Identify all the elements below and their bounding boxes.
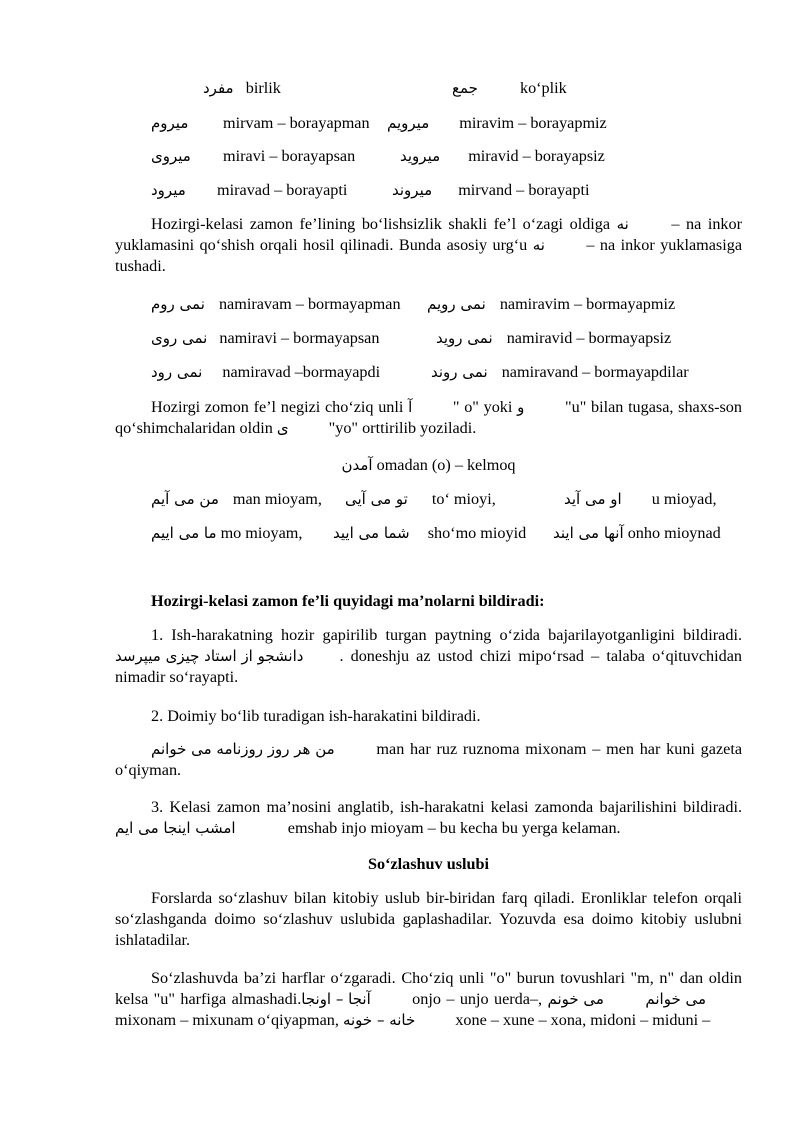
translit: namiravim – bormayapmiz [499, 295, 676, 313]
paragraph-negation [115, 214, 742, 277]
text: So‘zlashuvda ba’zi harflar o‘zgaradi. Cho‘ziq unli "o" burun tovushlari "m, n" dan oldin kelsa "u" harfiga almashadi. [115, 969, 742, 1008]
fa-form: میروی [151, 147, 191, 165]
translit: namiravid – bormayapsiz [506, 329, 672, 347]
present-row-3-plural [392, 180, 589, 201]
fa-form: نمی روم [151, 295, 205, 313]
omadan-row-2c [553, 523, 721, 544]
translit: to‘ mioyi, [431, 490, 496, 508]
fa-sentence: دانشجو از استاد چیزی میپرسد [115, 647, 304, 665]
paragraph-long-vowel [115, 397, 742, 439]
translit: onho mioynad [627, 524, 721, 542]
text: . doneshju az ustod chizi mipo‘rsad – talaba o‘qituvchidan nimadir so‘rayapti. [115, 647, 742, 686]
negative-row-3 [151, 362, 380, 383]
negative-row-1-plural [427, 294, 675, 315]
item-3 [115, 797, 742, 839]
fa-letter: ی [276, 419, 289, 437]
paragraph-sound-change [115, 968, 742, 1031]
fa-example: می خونم [547, 990, 604, 1008]
text: Hozirgi zomon fe’l negizi cho‘ziq unli [151, 398, 404, 416]
fa-form: شما می ایید [333, 524, 410, 542]
present-row-2 [151, 146, 355, 167]
text: "u" bilan tugasa, shaxs-son qo‘shimchalaridan oldin [115, 398, 742, 437]
translit: omadan (o) – kelmoq [376, 456, 516, 474]
translit: namiravam – bormayapman [218, 295, 401, 313]
fa-word: نه [616, 215, 629, 233]
omadan-row-1 [151, 489, 322, 510]
translit: miravim – borayapmiz [459, 114, 607, 132]
fa-form: نمی رود [151, 363, 203, 381]
text: man har ruz ruznoma mixonam – men har kuni gazeta o‘qiyman. [115, 740, 742, 779]
fa-form: میروم [151, 114, 189, 132]
translit: man mioyam, [232, 490, 322, 508]
text: 1. Ish-harakatning hozir gapirilib turgan paytning o‘zida bajarilayotganligini bildiradi. [151, 626, 742, 644]
fa-form: من می آیم [151, 490, 219, 508]
section-heading-meanings: Hozirgi-kelasi zamon fe’li quyidagi ma’nolarni bildiradi: [151, 592, 545, 610]
fa-form: نمی روند [431, 363, 488, 381]
translit: miravad – borayapti [217, 181, 348, 199]
translit: namiravand – bormayapdilar [501, 363, 689, 381]
present-row-1 [151, 113, 370, 134]
paragraph-styles: Forslarda so‘zlashuv bilan kitobiy uslub bir-biridan farq qiladi. Eronliklar telefon orqali so‘zlashganda doimo so‘zlashuv uslubida gaplashadilar. Yozuvda esa doimo kitobiy uslubni ishlatadilar. [115, 889, 742, 949]
fa-form: میرود [151, 181, 186, 199]
plural-label: ko‘plik [519, 79, 567, 97]
omadan-row-1b [345, 489, 496, 510]
present-row-2-plural [400, 146, 605, 167]
fa-letter: آ [408, 398, 413, 416]
text: mixonam – mixunam o‘qiyapman, [115, 1011, 339, 1029]
fa-form: آنها می ایند [553, 524, 624, 542]
plural-fa: جمع [452, 79, 478, 97]
negative-row-3-plural [431, 362, 689, 383]
text: " o" yoki [452, 398, 513, 416]
section-heading-colloquial: So‘zlashuv uslubi [367, 855, 489, 873]
translit: mo mioyam, [220, 524, 303, 542]
negative-row-1 [151, 294, 401, 315]
singular-fa: مفرد [203, 79, 234, 97]
omadan-row-2 [151, 523, 302, 544]
singular-header [203, 78, 281, 99]
text: 3. Kelasi zamon ma’nosini anglatib, ish-harakatni kelasi zamonda bajarilishini bildiradi. [151, 798, 742, 816]
text: Hozirgi-kelasi zamon fe’lining bo‘lishsizlik shakli fe’l o‘zagi oldiga [151, 215, 611, 233]
fa-form: او می آید [564, 490, 622, 508]
text: onjo – unjo uerda–, [412, 990, 543, 1008]
translit: namiravi – bormayapsan [219, 329, 380, 347]
translit: mirvand – borayapti [458, 181, 590, 199]
plural-header [452, 78, 567, 99]
fa-form: تو می آیی [345, 490, 408, 508]
omadan-row-1c [564, 489, 717, 510]
fa-sentence: امشب اینجا می ایم [115, 819, 236, 837]
text: "yo" orttirilib yoziladi. [328, 419, 477, 437]
fa-form: میرویم [387, 114, 430, 132]
fa-sentence: من هر روز روزنامه می خوانم [151, 740, 335, 758]
translit: u mioyad, [651, 490, 717, 508]
omadan-line [115, 455, 742, 476]
text: – na inkor yuklamasiga tushadi. [115, 236, 743, 275]
negative-row-2-plural [436, 328, 671, 349]
fa-form: نمی روید [436, 329, 493, 347]
translit: namiravad –bormayapdi [222, 363, 381, 381]
fa-example: می خوانم [645, 990, 707, 1008]
fa-example: آنجا – اونجا [301, 990, 371, 1008]
present-row-3 [151, 180, 347, 201]
fa-form: میروند [392, 181, 433, 199]
fa-form: ما می اییم [151, 524, 217, 542]
fa-example: خانه – خونه [342, 1011, 416, 1029]
translit: sho‘mo mioyid [427, 524, 527, 542]
text: emshab injo mioyam – bu kecha bu yerga kelaman. [287, 819, 621, 837]
item-2: 2. Doimiy bo‘lib turadigan ish-harakatini bildiradi. [151, 707, 481, 725]
translit: mirvam – borayapman [223, 114, 370, 132]
fa-form: نمی روی [151, 329, 208, 347]
fa-word: نه [532, 236, 545, 254]
omadan-row-2b [333, 523, 526, 544]
text: – na inkor yuklamasini qo‘shish orqali hosil qilinadi. Bunda asosiy urg‘u [115, 215, 743, 254]
fa-letter: و [517, 398, 525, 416]
item-2-example [115, 739, 742, 781]
fa-form: نمی رویم [427, 295, 486, 313]
translit: miravi – borayapsan [223, 147, 356, 165]
present-row-1-plural [387, 113, 607, 134]
text: xone – xune – xona, midoni – miduni – [455, 1011, 711, 1029]
singular-label: birlik [245, 79, 281, 97]
negative-row-2 [151, 328, 379, 349]
fa-verb: آمدن [341, 456, 373, 474]
translit: miravid – borayapsiz [468, 147, 605, 165]
item-1 [115, 625, 742, 688]
fa-form: میروید [400, 147, 441, 165]
